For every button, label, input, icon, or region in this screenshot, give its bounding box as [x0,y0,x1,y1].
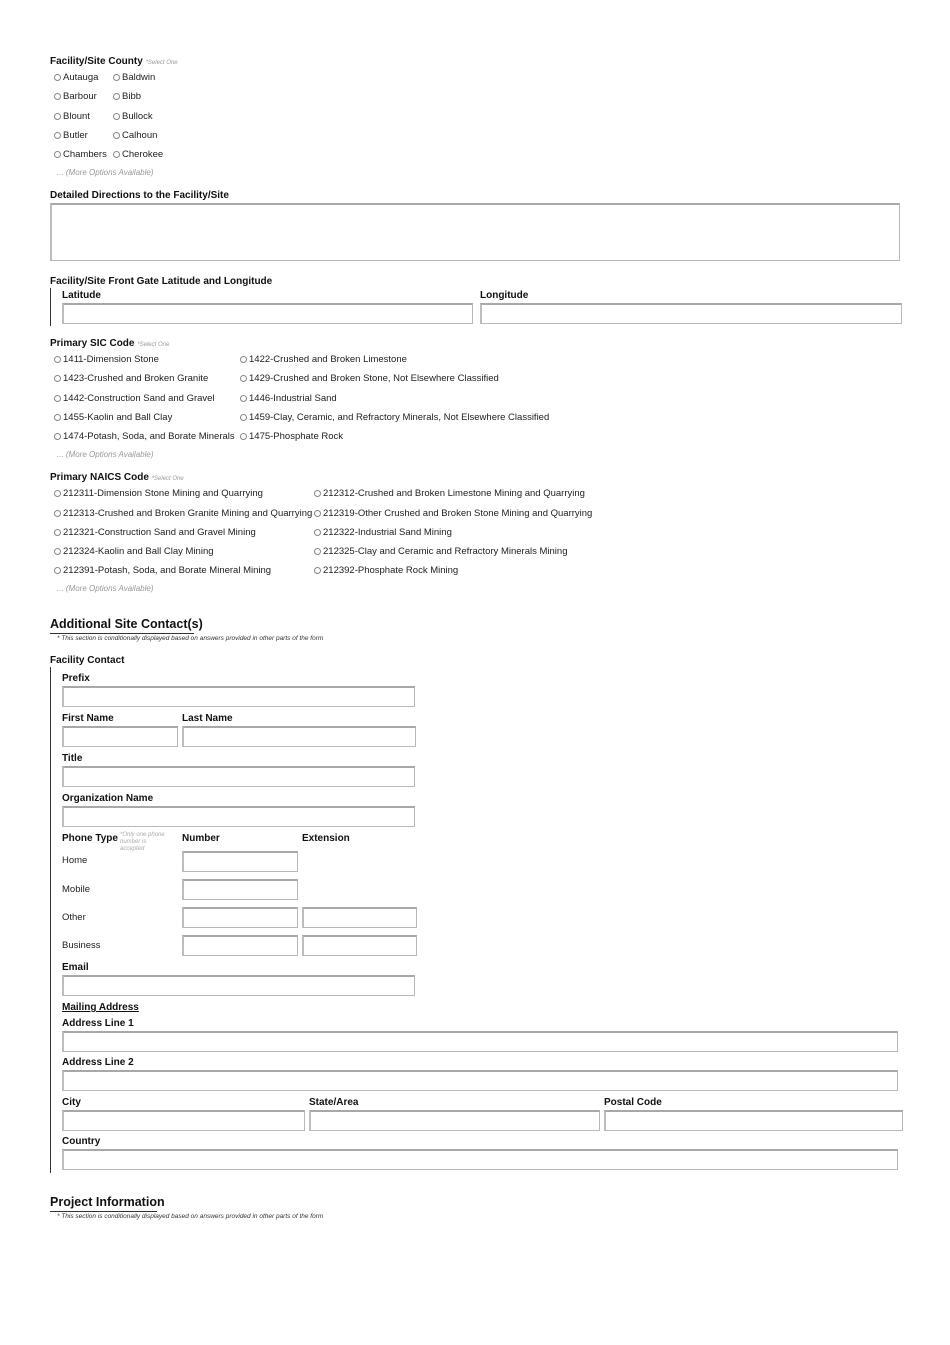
sic-option[interactable]: 1429-Crushed and Broken Stone, Not Elsewhere Classified [240,373,499,384]
postal-code-label: Postal Code [604,1097,662,1108]
radio-icon[interactable] [314,529,321,536]
sic-option[interactable]: 1459-Clay, Ceramic, and Refractory Minerals, Not Elsewhere Classified [240,412,549,423]
radio-icon[interactable] [113,93,120,100]
radio-icon[interactable] [113,151,120,158]
sic-more-options[interactable]: ... (More Options Available) [57,450,154,459]
facility-contact-label: Facility Contact [50,655,125,666]
radio-icon[interactable] [113,74,120,81]
naics-option[interactable]: 212391-Potash, Soda, and Borate Mineral Mining [54,565,271,576]
sic-option[interactable]: 1423-Crushed and Broken Granite [54,373,208,384]
radio-icon[interactable] [54,395,61,402]
radio-icon[interactable] [54,375,61,382]
naics-option[interactable]: 212322-Industrial Sand Mining [314,527,452,538]
radio-icon[interactable] [240,375,247,382]
sic-option[interactable]: 1446-Industrial Sand [240,393,337,404]
radio-icon[interactable] [54,529,61,536]
radio-icon[interactable] [314,567,321,574]
naics-label: Primary NAICS Code *Select One [50,472,184,483]
county-option-blount[interactable]: Blount [54,111,90,122]
country-input[interactable] [62,1149,898,1170]
radio-icon[interactable] [54,74,61,81]
phone-type-home: Home [62,855,88,866]
county-hint: *Select One [145,60,178,66]
radio-icon[interactable] [314,490,321,497]
county-option-cherokee[interactable]: Cherokee [113,149,163,160]
address-line1-input[interactable] [62,1031,898,1052]
project-section-rule [50,1211,157,1212]
sic-option[interactable]: 1411-Dimension Stone [54,354,159,365]
other-number-input[interactable] [182,907,298,928]
radio-icon[interactable] [240,414,247,421]
title-input[interactable] [62,766,415,787]
county-option-autauga[interactable]: Autauga [54,72,98,83]
naics-option[interactable]: 212321-Construction Sand and Gravel Mining [54,527,256,538]
city-input[interactable] [62,1110,305,1131]
last-name-label: Last Name [182,713,233,724]
mailing-address-label: Mailing Address [62,1002,139,1013]
city-label: City [62,1097,81,1108]
phone-type-mobile: Mobile [62,884,90,895]
first-name-label: First Name [62,713,114,724]
naics-option[interactable]: 212312-Crushed and Broken Limestone Mining and Quarrying [314,488,585,499]
contacts-conditional-note: * This section is conditionally displayed based on answers provided in other parts of the form [57,635,324,642]
number-label: Number [182,833,220,844]
business-extension-input[interactable] [302,935,417,956]
radio-icon[interactable] [54,490,61,497]
naics-more-options[interactable]: ... (More Options Available) [57,584,154,593]
phone-type-business: Business [62,940,101,951]
radio-icon[interactable] [54,567,61,574]
radio-icon[interactable] [54,113,61,120]
county-option-baldwin[interactable]: Baldwin [113,72,155,83]
county-option-bullock[interactable]: Bullock [113,111,153,122]
radio-icon[interactable] [240,356,247,363]
sic-hint: *Select One [137,342,170,348]
radio-icon[interactable] [54,548,61,555]
naics-option[interactable]: 212313-Crushed and Broken Granite Mining and Quarrying [54,508,312,519]
county-option-chambers[interactable]: Chambers [54,149,107,160]
other-extension-input[interactable] [302,907,417,928]
project-section-title: Project Information [50,1195,165,1209]
address-line2-label: Address Line 2 [62,1057,134,1068]
organization-input[interactable] [62,806,415,827]
radio-icon[interactable] [314,548,321,555]
county-more-options[interactable]: ... (More Options Available) [57,168,154,177]
directions-textarea[interactable] [50,203,900,261]
state-input[interactable] [309,1110,600,1131]
county-option-calhoun[interactable]: Calhoun [113,130,157,141]
latlong-group-bar [50,288,51,326]
naics-option[interactable]: 212324-Kaolin and Ball Clay Mining [54,546,214,557]
phone-type-other: Other [62,912,86,923]
sic-option[interactable]: 1422-Crushed and Broken Limestone [240,354,407,365]
longitude-input[interactable] [480,303,902,324]
naics-option[interactable]: 212325-Clay and Ceramic and Refractory Minerals Mining [314,546,567,557]
radio-icon[interactable] [240,395,247,402]
radio-icon[interactable] [314,510,321,517]
last-name-input[interactable] [182,726,416,747]
radio-icon[interactable] [54,433,61,440]
county-label: Facility/Site County *Select One [50,56,178,67]
radio-icon[interactable] [113,113,120,120]
contacts-section-title: Additional Site Contact(s) [50,617,203,631]
sic-option[interactable]: 1474-Potash, Soda, and Borate Minerals [54,431,235,442]
radio-icon[interactable] [54,510,61,517]
organization-label: Organization Name [62,793,154,804]
facility-contact-group-bar [50,667,51,1173]
latitude-label: Latitude [62,290,101,301]
naics-hint: *Select One [151,476,184,482]
business-number-input[interactable] [182,935,298,956]
extension-label: Extension [302,833,350,844]
project-conditional-note: * This section is conditionally displayed based on answers provided in other parts of the form [57,1213,324,1220]
county-option-barbour[interactable]: Barbour [54,91,97,102]
naics-option[interactable]: 212392-Phosphate Rock Mining [314,565,458,576]
home-number-input[interactable] [182,851,298,872]
radio-icon[interactable] [54,151,61,158]
mobile-number-input[interactable] [182,879,298,900]
sic-option[interactable]: 1455-Kaolin and Ball Clay [54,412,172,423]
sic-option[interactable]: 1475-Phosphate Rock [240,431,343,442]
naics-option[interactable]: 212319-Other Crushed and Broken Stone Mining and Quarrying [314,508,592,519]
sic-label: Primary SIC Code *Select One [50,338,170,349]
sic-option[interactable]: 1442-Construction Sand and Gravel [54,393,215,404]
radio-icon[interactable] [54,356,61,363]
longitude-label: Longitude [480,290,529,301]
phone-type-label: Phone Type [62,833,118,844]
radio-icon[interactable] [54,93,61,100]
naics-option[interactable]: 212311-Dimension Stone Mining and Quarrying [54,488,263,499]
prefix-input[interactable] [62,686,415,707]
county-option-bibb[interactable]: Bibb [113,91,141,102]
phone-hint: *Only one phone number is accepted [120,832,165,852]
prefix-label: Prefix [62,673,90,684]
radio-icon[interactable] [54,132,61,139]
first-name-input[interactable] [62,726,178,747]
postal-code-input[interactable] [604,1110,903,1131]
radio-icon[interactable] [113,132,120,139]
country-label: Country [62,1136,101,1147]
email-label: Email [62,962,89,973]
radio-icon[interactable] [54,414,61,421]
title-label: Title [62,753,83,764]
state-label: State/Area [309,1097,359,1108]
latitude-input[interactable] [62,303,473,324]
email-input[interactable] [62,975,415,996]
directions-label: Detailed Directions to the Facility/Site [50,190,229,201]
radio-icon[interactable] [240,433,247,440]
contacts-section-rule [50,633,194,634]
county-option-butler[interactable]: Butler [54,130,88,141]
address-line1-label: Address Line 1 [62,1018,134,1029]
latlong-label: Facility/Site Front Gate Latitude and Longitude [50,276,273,287]
address-line2-input[interactable] [62,1070,898,1091]
